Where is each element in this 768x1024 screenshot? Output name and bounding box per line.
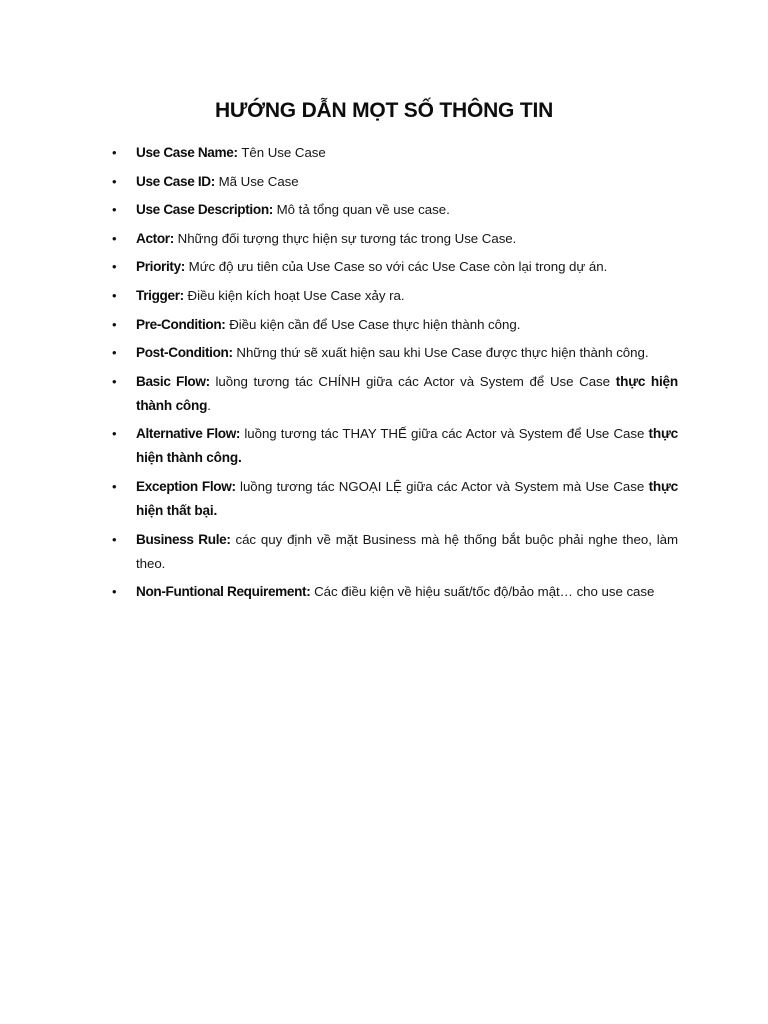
list-item <box>112 141 678 165</box>
item-description: Những thứ sẽ xuất hiện sau khi Use Case được thực hiện thành công. <box>236 345 649 361</box>
item-description: Tên Use Case <box>241 145 326 160</box>
item-description: Những đối tượng thực hiện sự tương tác trong Use Case. <box>177 230 517 246</box>
item-term: Basic Flow: <box>136 373 210 389</box>
bullet-icon: • <box>112 202 117 218</box>
item-description: Mức độ ưu tiên của Use Case so với các Use Case còn lại trong dự án. <box>188 259 608 275</box>
item-term: Priority: <box>136 259 185 275</box>
item-description: Điều kiện kích hoạt Use Case xảy ra. <box>187 287 405 303</box>
list-item <box>112 284 678 308</box>
item-description: Mô tả tổng quan về use case. <box>276 202 450 218</box>
item-term: Use Case Description: <box>136 202 273 218</box>
item-term: Use Case ID: <box>136 173 215 189</box>
list-item <box>112 170 678 194</box>
bullet-icon: • <box>112 426 117 442</box>
list-item <box>112 422 678 470</box>
list-item <box>112 255 678 279</box>
item-emphasis: thực hiện thành công <box>136 373 678 413</box>
item-description: luồng tương tác CHÍNH giữa các Actor và System để Use Case <box>215 373 610 389</box>
bullet-icon: • <box>112 259 117 275</box>
info-list <box>112 141 678 609</box>
list-item <box>112 341 678 365</box>
page-title: HƯỚNG DẪN MỌT SỐ THÔNG TIN <box>214 99 554 122</box>
bullet-icon: • <box>112 316 117 332</box>
list-item <box>112 313 678 337</box>
item-term: Trigger: <box>136 287 184 303</box>
item-description: luồng tương tác NGOẠI LỆ giữa các Actor và System mà Use Case <box>240 478 645 494</box>
item-description: luồng tương tác THAY THẾ giữa các Actor và System để Use Case <box>244 426 645 442</box>
item-term: Use Case Name: <box>136 145 238 160</box>
item-term: Actor: <box>136 230 174 246</box>
list-item <box>112 475 678 523</box>
item-term: Business Rule: <box>136 531 231 547</box>
list-item <box>112 227 678 251</box>
item-term: Alternative Flow: <box>136 426 241 442</box>
bullet-icon: • <box>112 145 117 160</box>
bullet-icon: • <box>112 531 117 547</box>
list-item <box>112 370 678 418</box>
bullet-icon: • <box>112 584 117 600</box>
item-emphasis: thực hiện thất bại. <box>136 478 678 518</box>
bullet-icon: • <box>112 345 117 361</box>
item-tail: . <box>207 397 211 413</box>
item-term: Non-Funtional Requirement: <box>136 584 311 600</box>
list-item <box>112 198 678 222</box>
bullet-icon: • <box>112 373 117 389</box>
item-description: Điều kiện cần để Use Case thực hiện thành công. <box>229 316 521 332</box>
bullet-icon: • <box>112 478 117 494</box>
list-item <box>112 580 678 604</box>
item-term: Exception Flow: <box>136 478 236 494</box>
list-item <box>112 528 678 576</box>
item-term: Post-Condition: <box>136 345 233 361</box>
bullet-icon: • <box>112 173 117 189</box>
item-description: Các điều kiện về hiệu suất/tốc độ/bảo mật… cho use case <box>314 584 655 600</box>
bullet-icon: • <box>112 287 117 303</box>
item-description: các quy định về mặt Business mà hệ thống bắt buộc phải nghe theo, làm theo. <box>136 531 679 571</box>
bullet-icon: • <box>112 230 117 246</box>
item-description: Mã Use Case <box>218 173 299 189</box>
item-term: Pre-Condition: <box>136 316 226 332</box>
item-emphasis: thực hiện thành công. <box>136 426 678 466</box>
